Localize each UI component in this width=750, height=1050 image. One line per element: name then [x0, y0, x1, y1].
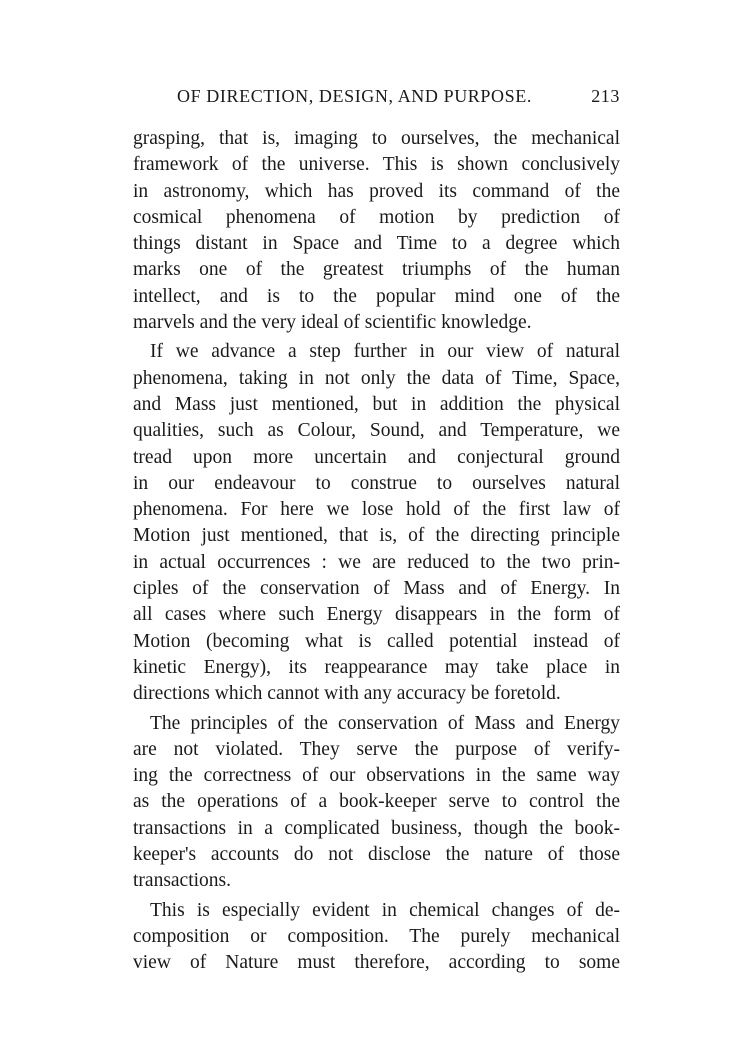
running-head	[133, 86, 620, 114]
text-line: This is especially evident in chemical changes of de-	[150, 899, 620, 921]
text-line: intellect, and is to the popular mind one of the	[133, 285, 620, 307]
text-line: phenomena, taking in not only the data of Time, Space,	[133, 367, 620, 389]
text-line: If we advance a step further in our view of natural	[150, 341, 620, 363]
text-line: composition or composition. The purely mechanical	[133, 925, 620, 947]
text-line: things distant in Space and Time to a degree which	[133, 233, 620, 255]
paragraph-4	[133, 898, 620, 977]
text-line: directions which cannot with any accuracy be foretold.	[133, 683, 561, 705]
text-line: Motion just mentioned, that is, of the directing principle	[133, 525, 620, 547]
text-line: are not violated. They serve the purpose of verify-	[133, 738, 620, 760]
text-line: marks one of the greatest triumphs of the human	[133, 259, 620, 281]
text-line: Motion (becoming what is called potential instead of	[133, 630, 620, 652]
text-line: framework of the universe. This is shown conclusively	[133, 154, 620, 176]
paragraph-2	[133, 339, 620, 707]
page-number: 213	[591, 86, 620, 106]
text-line: tread upon more uncertain and conjectural ground	[133, 446, 620, 468]
running-title: OF DIRECTION, DESIGN, AND PURPOSE.	[177, 86, 532, 106]
text-line: grasping, that is, imaging to ourselves, the mechanical	[133, 128, 620, 149]
text-line: all cases where such Energy disappears in the form of	[133, 604, 620, 626]
paragraph-3	[133, 711, 620, 895]
text-line: and Mass just mentioned, but in addition the physical	[133, 393, 620, 415]
text-line: transactions.	[133, 870, 232, 892]
book-page	[133, 86, 620, 977]
text-line: in actual occurrences : we are reduced to the two prin-	[133, 551, 620, 573]
text-line: view of Nature must therefore, according to some	[133, 952, 620, 974]
text-line: in astronomy, which has proved its command of the	[133, 180, 620, 202]
paragraph-1	[133, 126, 620, 336]
text-line: phenomena. For here we lose hold of the first law of	[133, 499, 620, 521]
text-line: ing the correctness of our observations in the same way	[133, 765, 620, 787]
text-line: as the operations of a book-keeper serve to control the	[133, 791, 620, 813]
text-line: in our endeavour to construe to ourselves natural	[133, 472, 620, 494]
text-line: The principles of the conservation of Mass and Energy	[150, 712, 620, 734]
text-line: keeper's accounts do not disclose the nature of those	[133, 844, 620, 866]
text-line: transactions in a complicated business, though the book-	[133, 817, 620, 839]
text-line: ciples of the conservation of Mass and of Energy. In	[133, 578, 620, 600]
body-text	[133, 126, 620, 977]
text-line: kinetic Energy), its reappearance may take place in	[133, 656, 620, 678]
text-line: marvels and the very ideal of scientific knowledge.	[133, 312, 532, 334]
text-line: cosmical phenomena of motion by prediction of	[133, 206, 620, 228]
text-line: qualities, such as Colour, Sound, and Temperature, we	[133, 420, 620, 442]
